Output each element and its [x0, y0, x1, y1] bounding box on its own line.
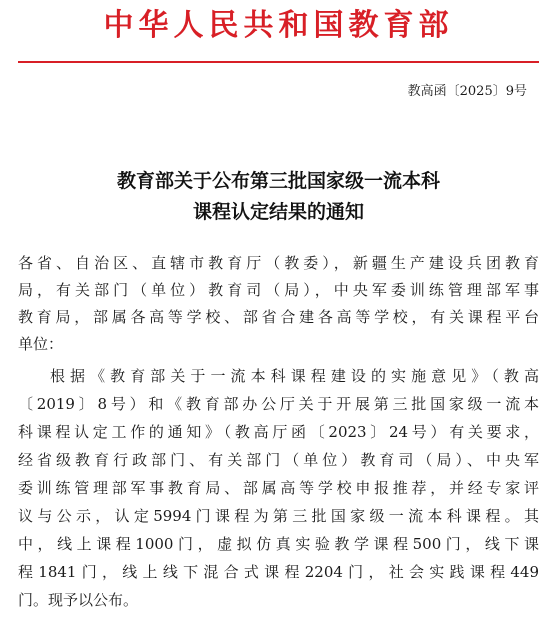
- body-line-salutation-2: 局，有关部门（单位）教育司（局），中央军委训练管理部军事: [18, 281, 539, 299]
- body-line-paragraph-4: 经省级教育行政部门、有关部门（单位）教育司（局）、中央军: [18, 451, 539, 469]
- body-line-paragraph-3: 科课程认定工作的通知》（教高厅函〔2023〕24号）有关要求，: [18, 423, 539, 441]
- body-line-salutation-3: 教育局，部属各高等学校、部省合建各高等学校，有关课程平台: [18, 308, 539, 326]
- document-number: 教高函〔2025〕9号: [407, 84, 527, 99]
- document-title-line-1: 教育部关于公布第三批国家级一流本科: [116, 170, 440, 192]
- body-line-paragraph-5: 委训练管理部军事教育局、部属高等学校申报推荐，并经专家评: [18, 479, 539, 497]
- body-line-paragraph-2: 〔2019〕8号）和《教育部办公厅关于开展第三批国家级一流本: [18, 395, 539, 413]
- body-line-salutation-4: 单位：: [18, 335, 64, 353]
- body-line-salutation-1: 各省、自治区、直辖市教育厅（教委），新疆生产建设兵团教育: [18, 254, 539, 272]
- red-divider-line: [18, 61, 539, 63]
- body-line-paragraph-9: 门。现予以公布。: [18, 591, 139, 609]
- body-line-paragraph-7: 中，线上课程1000门，虚拟仿真实验教学课程500门，线下课: [18, 535, 539, 553]
- body-line-paragraph-1: 根据《教育部关于一流本科课程建设的实施意见》（教高: [50, 367, 539, 385]
- ministry-header: 中华人民共和国教育部: [103, 8, 454, 43]
- document-title-line-2: 课程认定结果的通知: [192, 201, 364, 223]
- body-line-paragraph-6: 议与公示，认定5994门课程为第三批国家级一流本科课程。其: [18, 507, 539, 525]
- body-line-paragraph-8: 程1841门，线上线下混合式课程2204门，社会实践课程449: [18, 563, 539, 581]
